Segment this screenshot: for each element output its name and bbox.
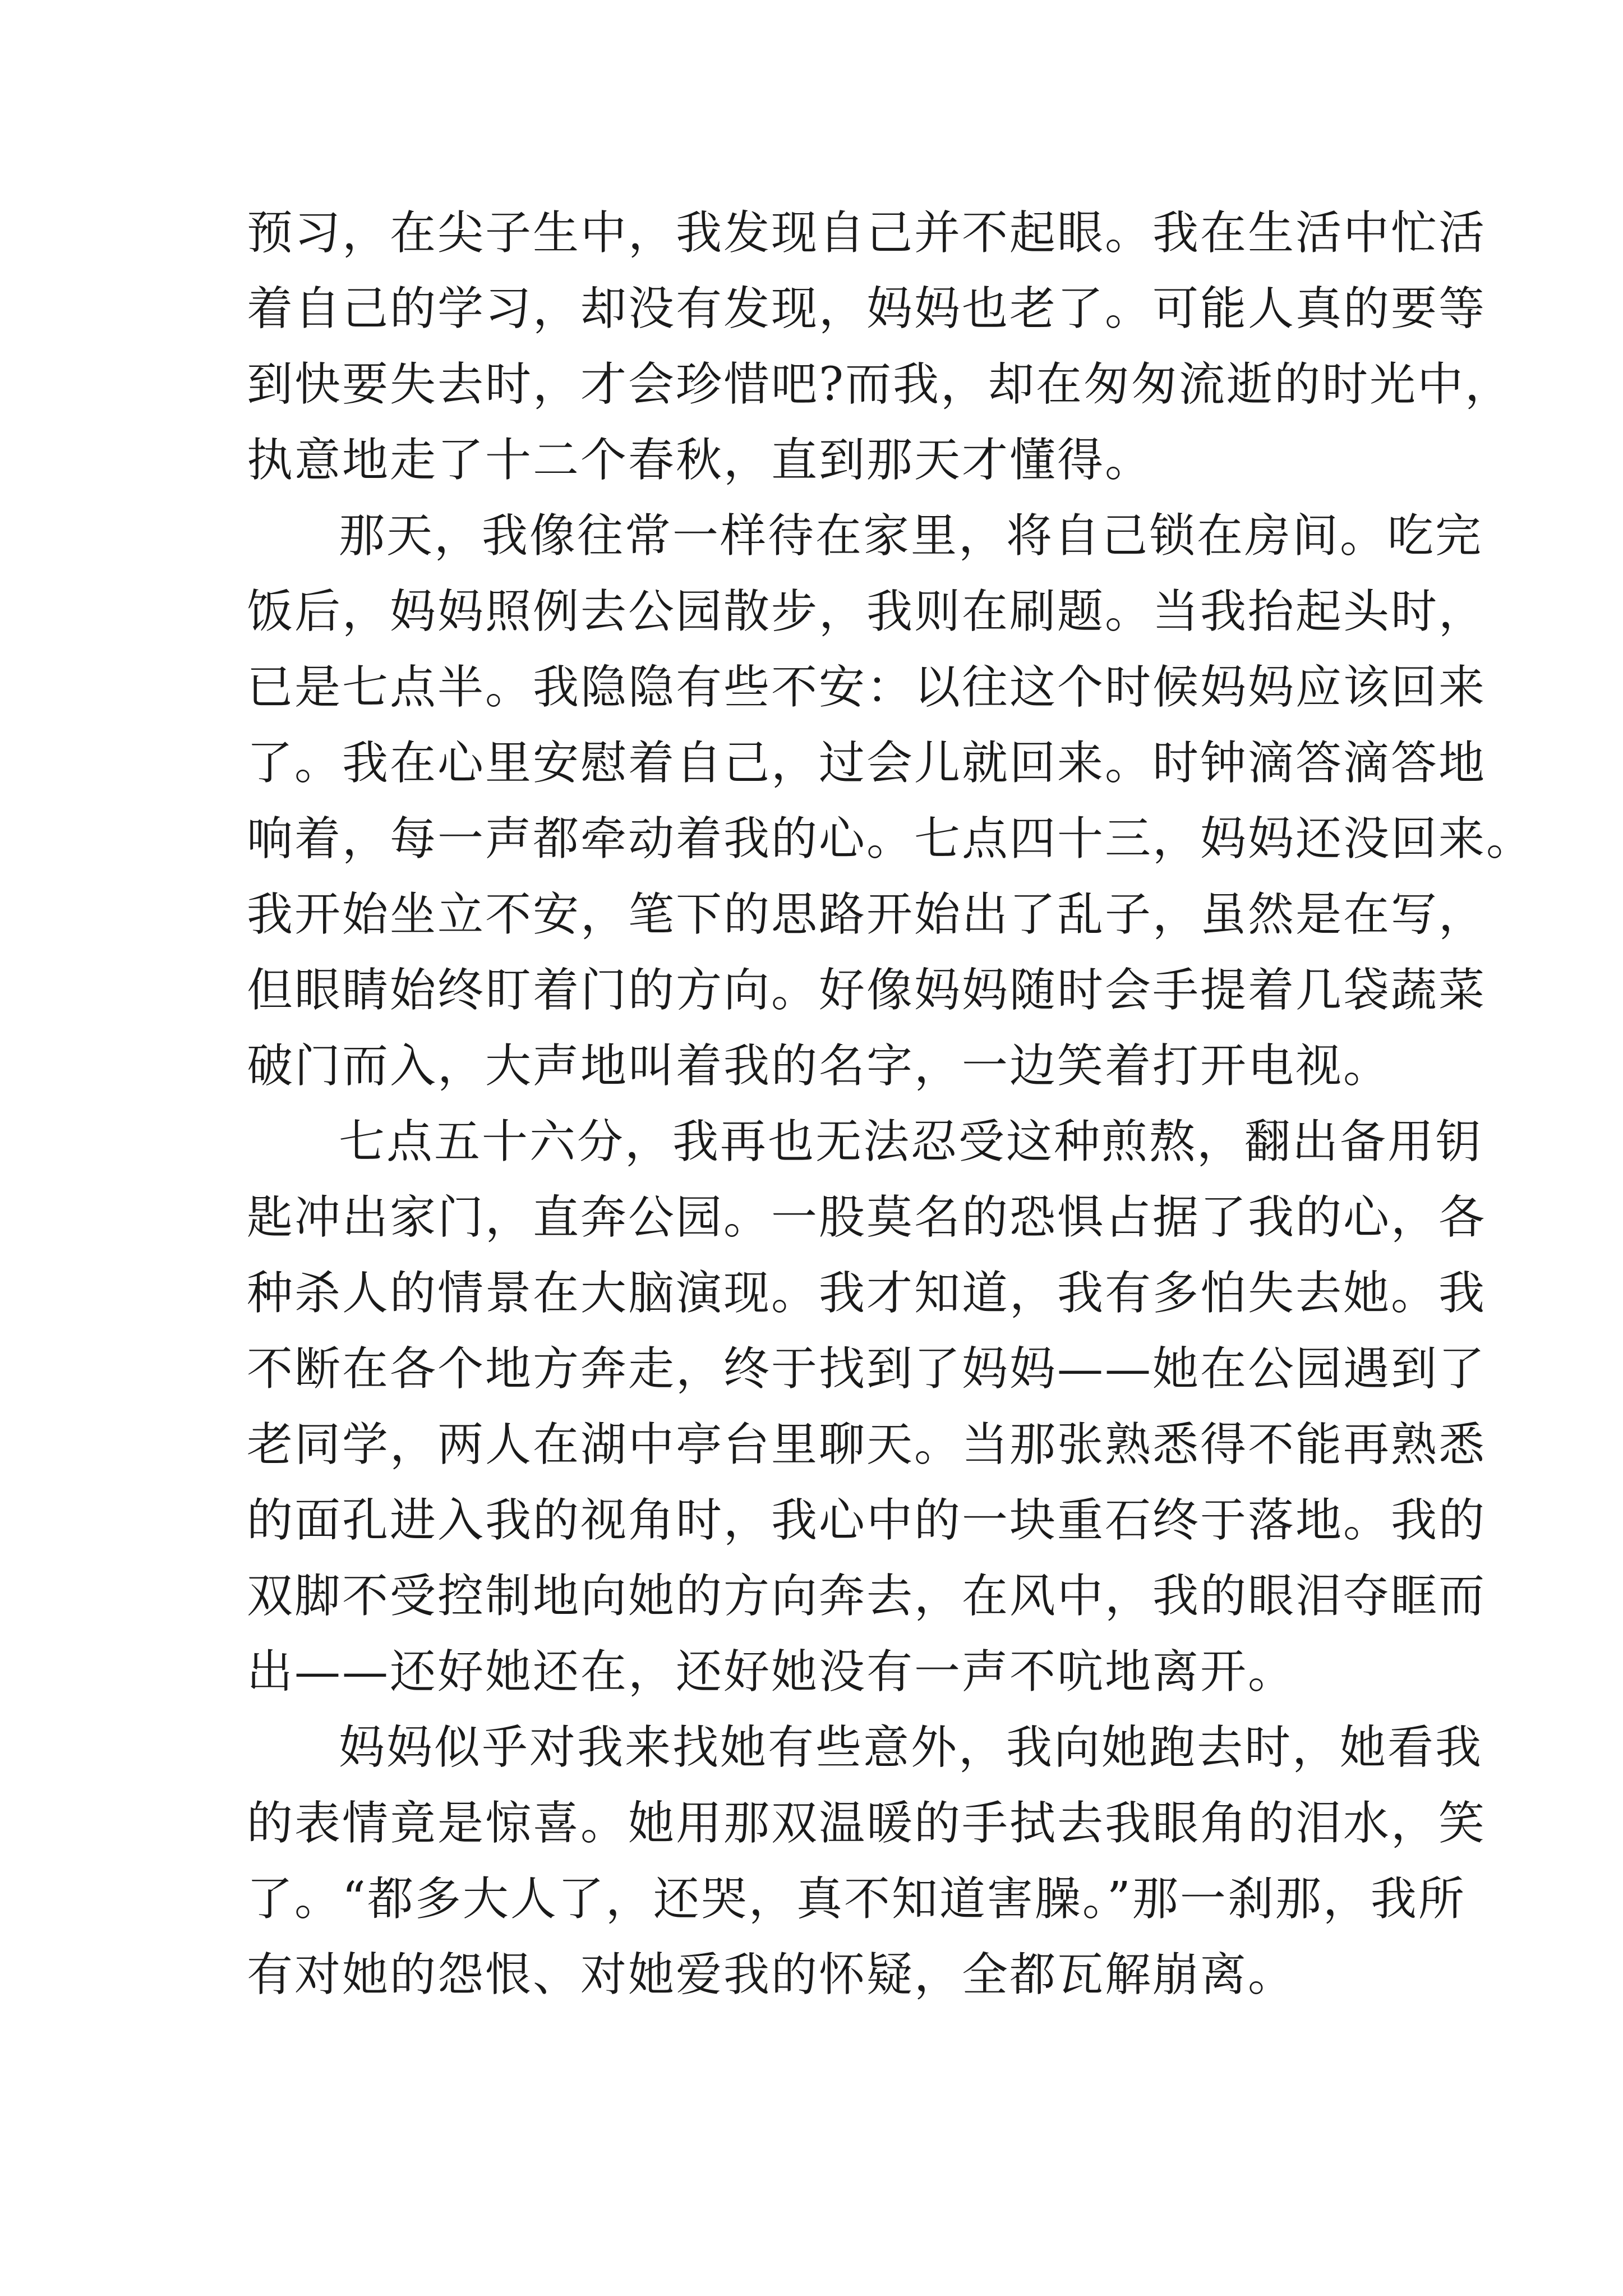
text-line: 不断在各个地方奔走，终于找到了妈妈——她在公园遇到了: [247, 1342, 1487, 1396]
paragraph-1: [247, 195, 1513, 498]
text-line: 匙冲出家门，直奔公园。一股莫名的恐惧占据了我的心，各: [247, 1191, 1487, 1244]
text-line: 我开始坐立不安，笔下的思路开始出了乱子，虽然是在写，: [247, 888, 1487, 941]
text-line: 预习，在尖子生中，我发现自己并不起眼。我在生活中忙活: [247, 206, 1487, 260]
text-line: 到快要失去时，才会珍惜吧?而我，却在匆匆流逝的时光中，: [247, 358, 1513, 411]
text-line: 已是七点半。我隐隐有些不安：以往这个时候妈妈应该回来: [247, 661, 1487, 714]
text-line: 了。“都多大人了，还哭，真不知道害臊。”那一刹那，我所: [247, 1872, 1466, 1926]
text-line: 饭后，妈妈照例去公园散步，我则在刷题。当我抬起头时，: [247, 585, 1487, 638]
body-text: [247, 195, 1534, 2013]
text-line: 着自己的学习，却没有发现，妈妈也老了。可能人真的要等: [247, 282, 1487, 335]
paragraph-4: [247, 1710, 1487, 2013]
text-line: 有对她的怨恨、对她爱我的怀疑，全都瓦解崩离。: [247, 1948, 1296, 2001]
text-line: 破门而入，大声地叫着我的名字，一边笑着打开电视。: [247, 1039, 1391, 1093]
text-line: 那天，我像往常一样待在家里，将自己锁在房间。吃完: [339, 509, 1483, 563]
paragraph-2: [247, 498, 1534, 1104]
text-line: 但眼睛始终盯着门的方向。好像妈妈随时会手提着几袋蔬菜: [247, 964, 1487, 1017]
text-line: 的表情竟是惊喜。她用那双温暖的手拭去我眼角的泪水，笑: [247, 1797, 1487, 1850]
text-line: 的面孔进入我的视角时，我心中的一块重石终于落地。我的: [247, 1494, 1487, 1547]
paragraph-3: [247, 1104, 1487, 1710]
text-line: 老同学，两人在湖中亭台里聊天。当那张熟悉得不能再熟悉: [247, 1418, 1487, 1471]
text-line: 种杀人的情景在大脑演现。我才知道，我有多怕失去她。我: [247, 1267, 1487, 1320]
text-line: 了。我在心里安慰着自己，过会儿就回来。时钟滴答滴答地: [247, 737, 1487, 790]
text-line: 执意地走了十二个春秋，直到那天才懂得。: [247, 434, 1153, 487]
text-line: 出——还好她还在，还好她没有一声不吭地离开。: [247, 1645, 1296, 1699]
text-line: 响着，每一声都牵动着我的心。七点四十三，妈妈还没回来。: [247, 812, 1534, 866]
text-line: 双脚不受控制地向她的方向奔去，在风中，我的眼泪夺眶而: [247, 1570, 1487, 1623]
text-line: 七点五十六分，我再也无法忍受这种煎熬，翻出备用钥: [339, 1115, 1483, 1168]
text-line: 妈妈似乎对我来找她有些意外，我向她跑去时，她看我: [339, 1721, 1483, 1774]
